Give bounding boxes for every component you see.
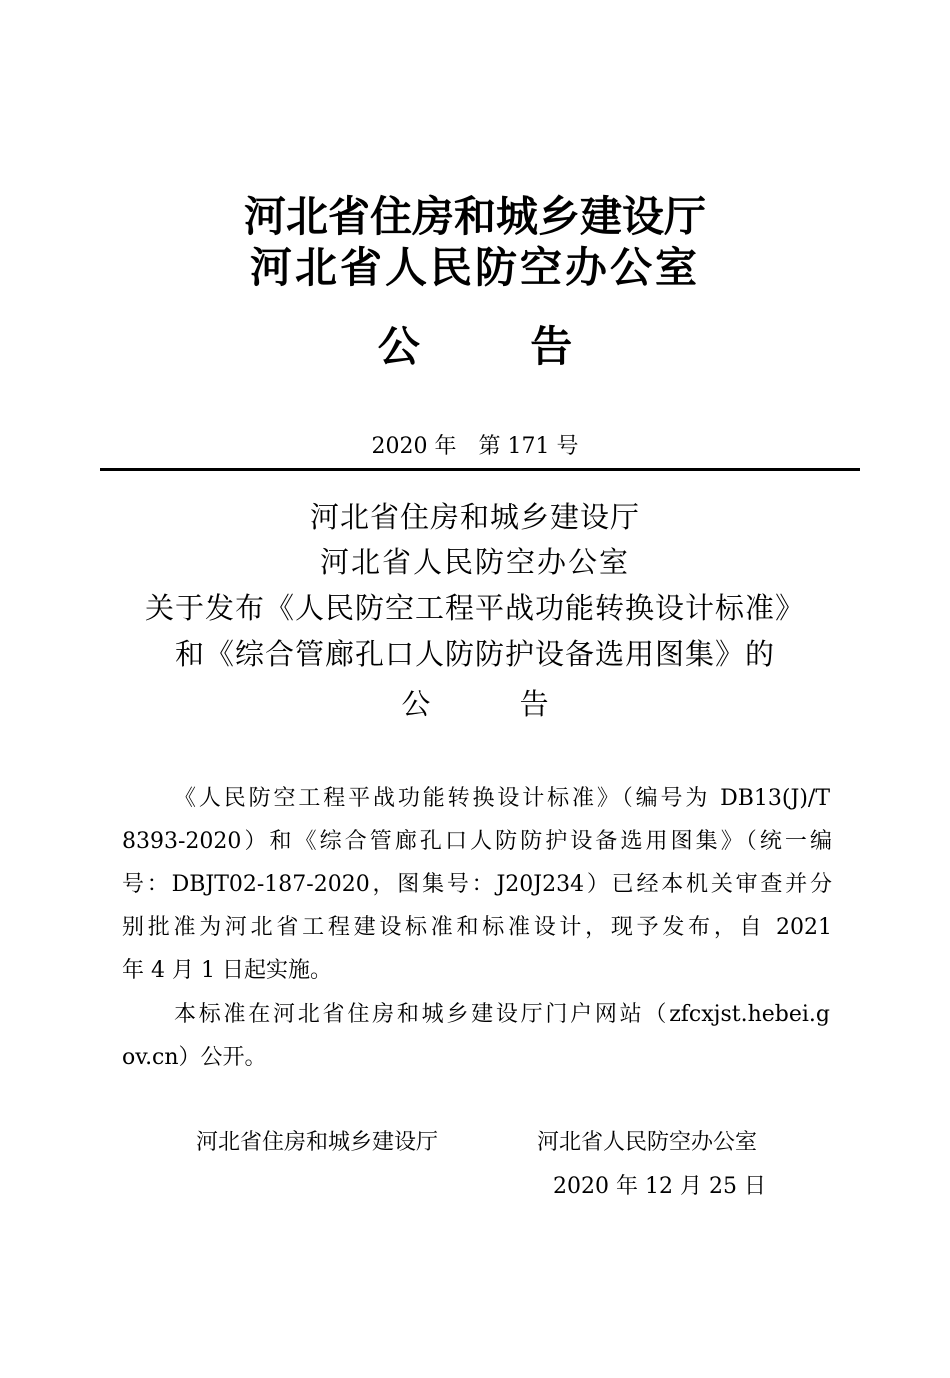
header-divider	[100, 468, 860, 471]
body-paragraph-2-line-2: ov.cn）公开。	[122, 1045, 267, 1070]
title-line-notice: 公 告	[401, 687, 589, 721]
body-paragraph-1-line-4: 别批准为河北省工程建设标准和标准设计，现予发布，自 2021	[122, 915, 832, 940]
body-paragraph-1-line-5: 年 4 月 1 日起实施。	[122, 958, 332, 983]
title-line-issuer-housing: 河北省住房和城乡建设厅	[309, 500, 640, 534]
document-number: 2020 年 第 171 号	[371, 434, 579, 459]
body-paragraph-2-line-1: 本标准在河北省住房和城乡建设厅门户网站（zfcxjst.hebei.g	[174, 1002, 830, 1027]
title-line-subject-1: 关于发布《人民防空工程平战功能转换设计标准》	[144, 591, 805, 625]
title-line-issuer-civil-defense: 河北省人民防空办公室	[319, 545, 630, 579]
notice-heading: 公 告	[377, 322, 621, 371]
signature-issuer-housing: 河北省住房和城乡建设厅	[196, 1130, 439, 1155]
title-line-subject-2: 和《综合管廊孔口人防防护设备选用图集》的	[174, 637, 775, 671]
issuer-heading-civil-defense: 河北省人民防空办公室	[249, 243, 700, 292]
body-paragraph-1-line-1: 《人民防空工程平战功能转换设计标准》（编号为 DB13(J)/T	[174, 786, 830, 811]
body-paragraph-1-line-3: 号：DBJT02-187-2020，图集号：J20J234）已经本机关审查并分	[122, 872, 832, 897]
signature-date: 2020 年 12 月 25 日	[553, 1174, 766, 1199]
issuer-heading-housing: 河北省住房和城乡建设厅	[243, 192, 706, 241]
signature-issuer-civil-defense: 河北省人民防空办公室	[537, 1130, 758, 1155]
body-paragraph-1-line-2: 8393-2020）和《综合管廊孔口人防防护设备选用图集》（统一编	[122, 829, 832, 854]
